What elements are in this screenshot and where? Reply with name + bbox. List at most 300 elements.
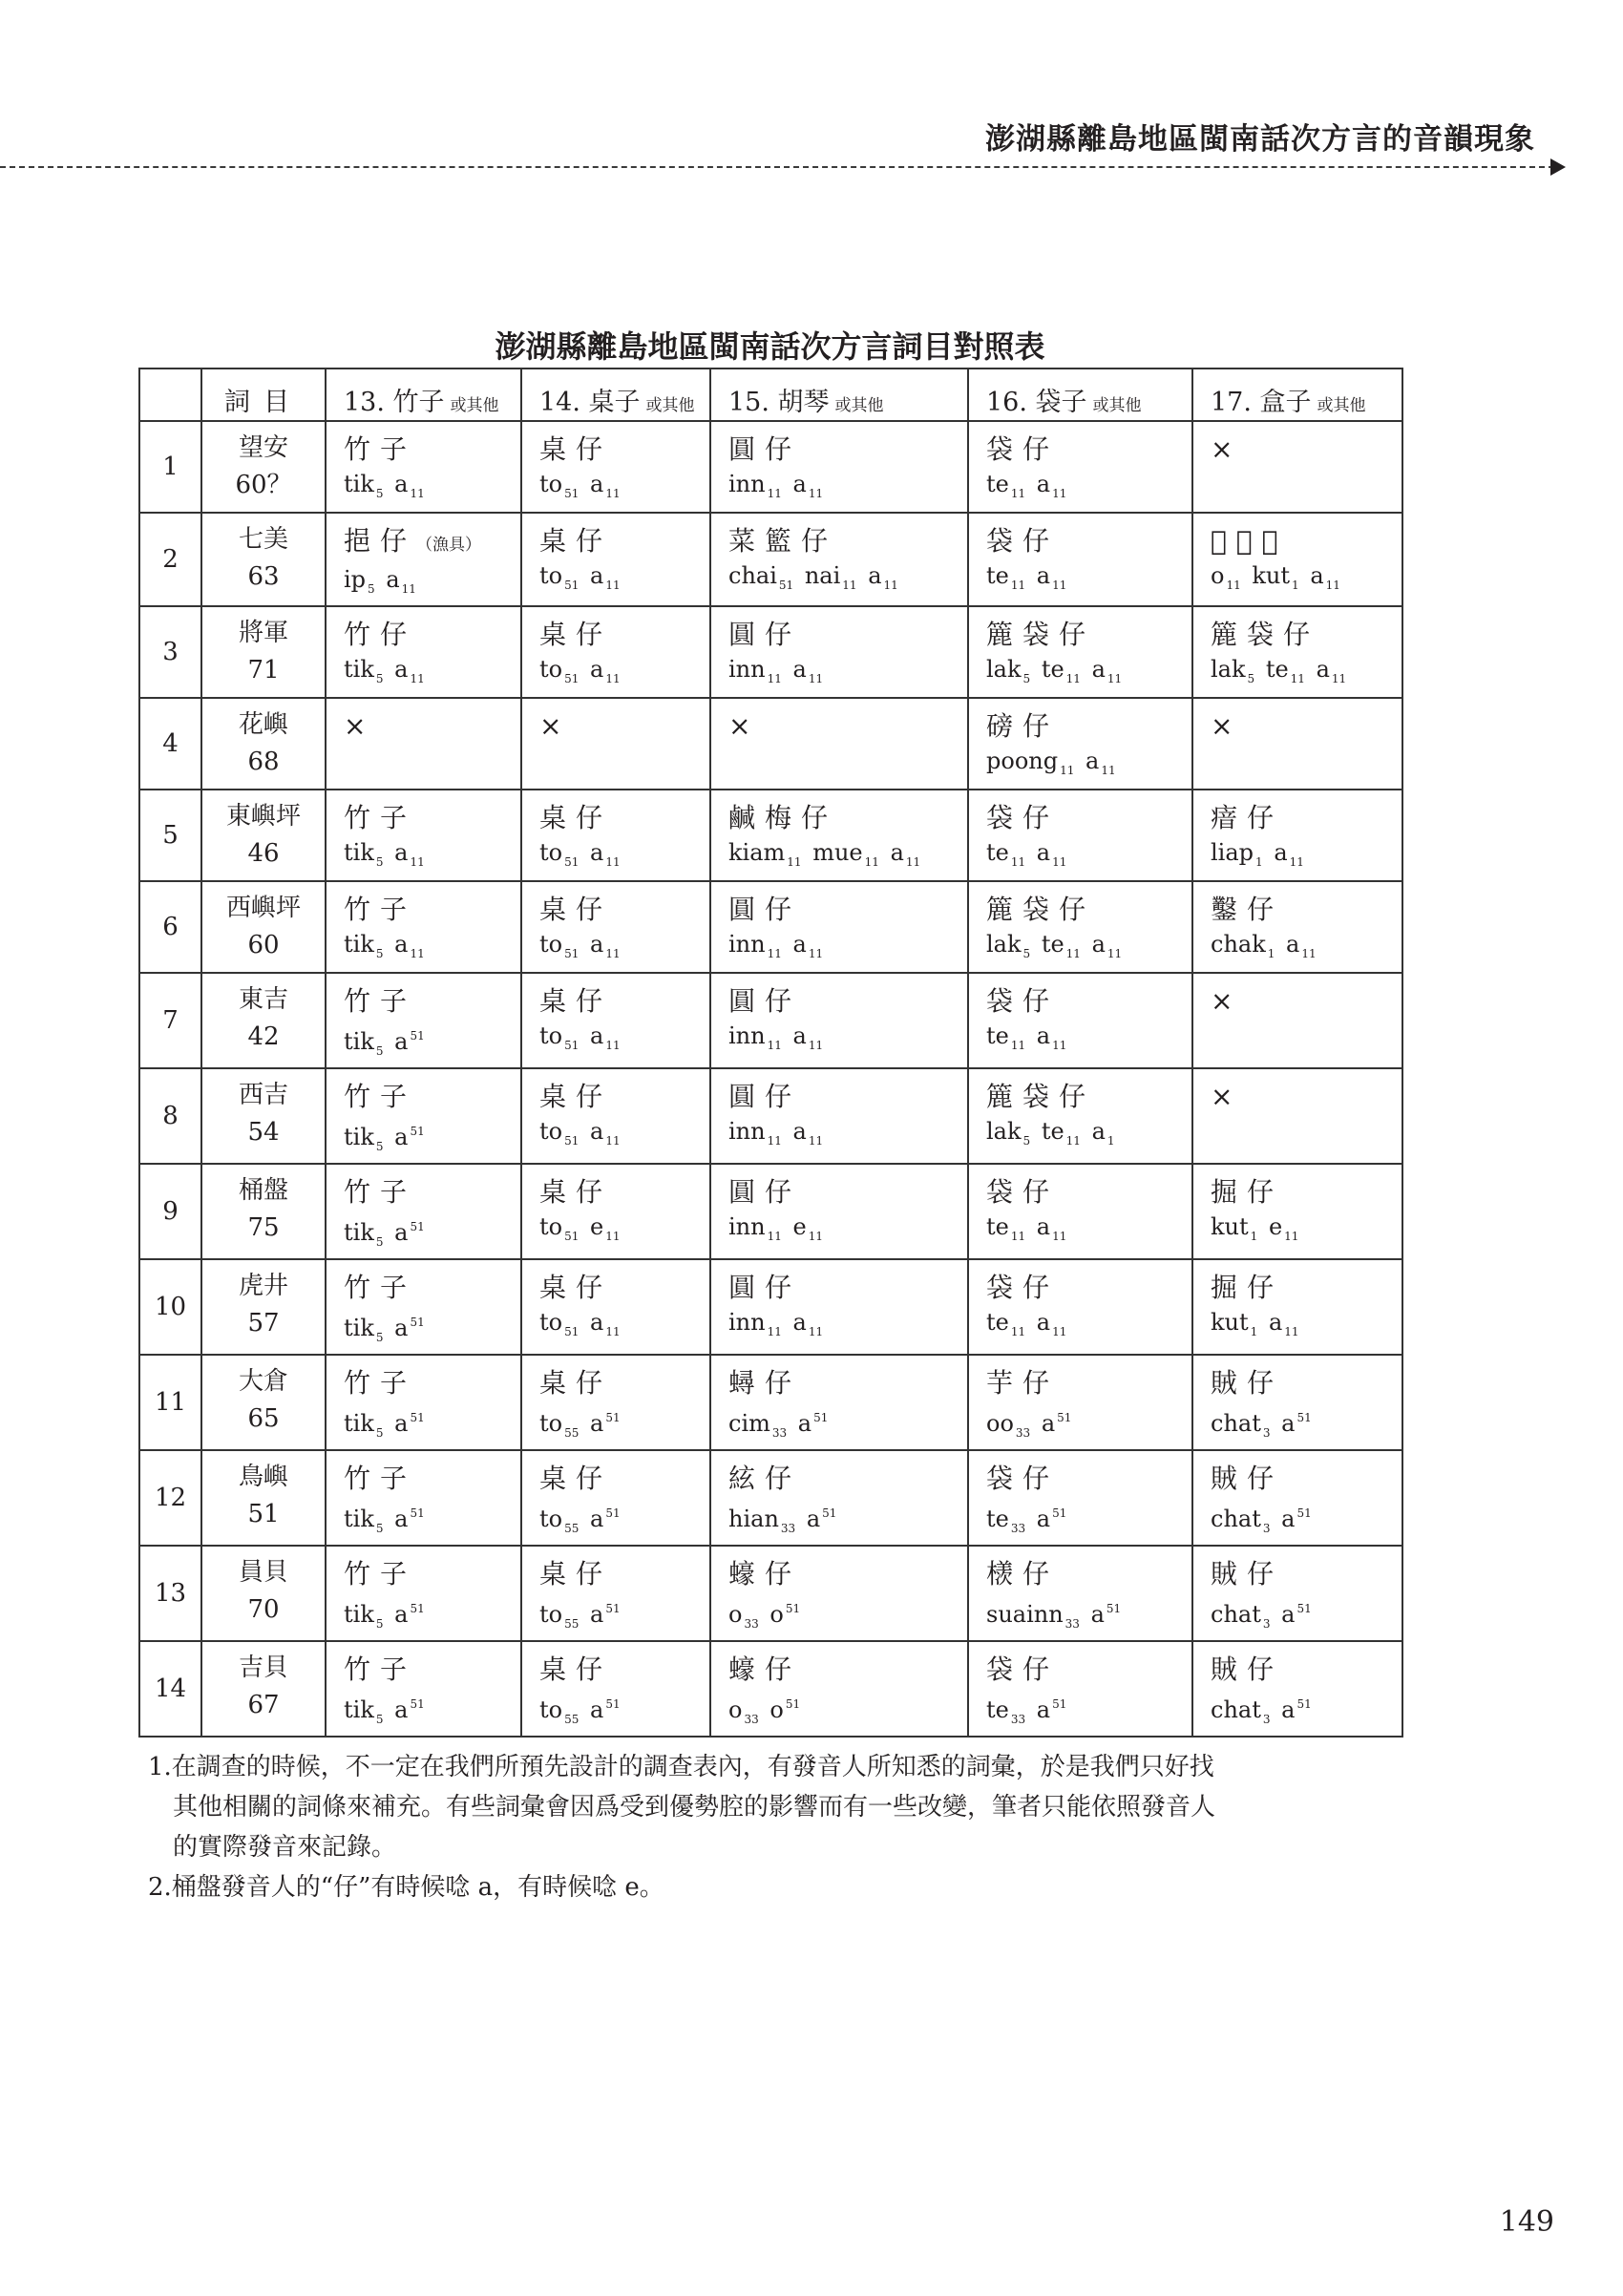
word-cell [710, 1355, 968, 1450]
tone-sandhi: 11 [767, 1230, 782, 1243]
tone-sandhi: 11 [605, 947, 621, 960]
syllable: e [792, 1213, 807, 1240]
speaker-cell [201, 698, 326, 790]
syllable: to [539, 656, 563, 683]
word-cell [521, 606, 710, 698]
tone-original: 51 [1296, 1697, 1312, 1711]
tone-sandhi: 5 [375, 1331, 384, 1344]
row-number: 4 [139, 698, 201, 790]
tone-sandhi: 33 [1010, 1713, 1026, 1726]
syllable: tik [344, 1219, 374, 1246]
word-cell [710, 513, 968, 606]
syllable: kiam [728, 839, 786, 866]
hanzi-form [986, 800, 1191, 836]
row-number: 7 [139, 973, 201, 1068]
tone-original: 51 [813, 1411, 829, 1424]
hanzi-text: 竹子 [344, 433, 417, 465]
header-word-item: 詞目 [201, 369, 326, 421]
tone-sandhi: 11 [808, 1325, 824, 1338]
word-cell [1192, 606, 1402, 698]
hanzi-form [986, 432, 1191, 468]
syllable: to [539, 1410, 563, 1437]
tone-sandhi: 11 [808, 487, 824, 500]
hanzi-form [344, 1652, 520, 1688]
header-col-15 [710, 369, 968, 421]
hanzi-form [728, 1556, 967, 1592]
syllable: tik [344, 839, 374, 866]
romanization [539, 653, 709, 695]
syllable: te [986, 1696, 1009, 1723]
hanzi-text: 桌仔 [539, 433, 613, 465]
syllable: a [1036, 1506, 1051, 1532]
syllable: a [394, 1506, 409, 1532]
tone-sandhi: 1 [1107, 1134, 1115, 1148]
syllable: suainn [986, 1601, 1064, 1628]
word-cell [326, 1546, 521, 1641]
syllable: a [1090, 1601, 1105, 1628]
tone-sandhi: 11 [1052, 1230, 1067, 1243]
romanization [344, 1115, 520, 1163]
romanization [344, 836, 520, 878]
romanization [986, 559, 1191, 601]
table-row [139, 1068, 1402, 1164]
hanzi-text: 桌仔 [539, 1176, 613, 1208]
tone-sandhi: 3 [1262, 1713, 1271, 1726]
tone-sandhi: 5 [1247, 672, 1255, 685]
table-row [139, 421, 1402, 513]
row-number: 11 [139, 1355, 201, 1450]
syllable: a [590, 931, 604, 958]
tone-sandhi: 11 [605, 855, 621, 869]
syllable: te [1265, 656, 1289, 683]
tone-original: 51 [605, 1697, 621, 1711]
syllable: a [590, 471, 604, 497]
syllable: a [1091, 1118, 1106, 1145]
tone-sandhi: 5 [375, 487, 384, 500]
page-number: 149 [1499, 2205, 1554, 2239]
hanzi-form [539, 523, 709, 559]
tone-original: 51 [605, 1602, 621, 1615]
tone-sandhi: 11 [1065, 672, 1081, 685]
syllable: a [1036, 1696, 1051, 1723]
syllable: nai [804, 562, 841, 589]
table-body [139, 421, 1402, 1737]
hanzi-text: 袋仔 [986, 1272, 1060, 1303]
romanization [344, 1211, 520, 1258]
tone-sandhi: 33 [744, 1713, 759, 1726]
hanzi-form [344, 983, 520, 1020]
row-number: 6 [139, 881, 201, 973]
tone-sandhi: 11 [767, 1325, 782, 1338]
tone-sandhi: 51 [564, 1039, 580, 1052]
tone-sandhi: 5 [1022, 1134, 1031, 1148]
syllable: liap [1211, 839, 1254, 866]
word-cell [968, 881, 1192, 973]
romanization [986, 1592, 1191, 1640]
table-row [139, 1259, 1402, 1355]
tone-sandhi: 11 [1301, 947, 1317, 960]
hanzi-form [986, 1270, 1191, 1306]
romanization [986, 745, 1191, 787]
syllable: to [539, 1696, 563, 1723]
tone-sandhi: 11 [1010, 1325, 1026, 1338]
hanzi-form [986, 523, 1191, 559]
tone-sandhi: 11 [1052, 487, 1067, 500]
word-cell [710, 421, 968, 513]
syllable: a [394, 1124, 409, 1150]
romanization [986, 1497, 1191, 1545]
footnote-1-line-3: 的實際發音來記錄。 [173, 1833, 397, 1862]
hanzi-text: 鑿仔 [1211, 894, 1284, 925]
syllable: a [590, 1022, 604, 1049]
word-cell [1192, 1546, 1402, 1641]
syllable: lak [1211, 656, 1246, 683]
syllable: a [890, 839, 904, 866]
tone-sandhi: 5 [375, 855, 384, 869]
word-cell [710, 1164, 968, 1259]
hanzi-form [344, 1174, 520, 1211]
hanzi-text: 賊仔 [1211, 1558, 1284, 1590]
cross-mark: × [539, 710, 562, 742]
hanzi-text: 桌仔 [539, 619, 613, 650]
syllable: chat [1211, 1601, 1261, 1628]
hanzi-text: 圓仔 [728, 619, 802, 650]
hanzi-text: 挹仔 [344, 525, 417, 557]
table-row [139, 698, 1402, 790]
tone-sandhi: 11 [401, 582, 416, 596]
speaker-age: 67 [247, 1691, 280, 1719]
romanization [1211, 1688, 1402, 1736]
header-col-13 [326, 369, 521, 421]
hanzi-text: 桌仔 [539, 894, 613, 925]
hanzi-text: 菜籃仔 [728, 525, 838, 557]
place-name: 鳥嶼 [238, 1463, 288, 1491]
tone-sandhi: 11 [1101, 764, 1116, 777]
hanzi-form [1211, 1365, 1402, 1401]
syllable: a [1316, 656, 1330, 683]
tone-sandhi: 11 [787, 855, 802, 869]
tone-sandhi: 11 [905, 855, 921, 869]
tone-sandhi: 1 [1250, 1230, 1258, 1243]
word-cell [326, 881, 521, 973]
romanization [539, 468, 709, 510]
syllable: inn [728, 656, 766, 683]
speaker-cell [201, 790, 326, 881]
hanzi-text: 桌仔 [539, 1558, 613, 1590]
place-name: 虎井 [238, 1272, 288, 1300]
word-cell [710, 1450, 968, 1546]
hanzi-text: 簏袋仔 [986, 619, 1096, 650]
running-header-title: 澎湖縣離島地區閩南話次方言的音韻現象 [985, 122, 1535, 157]
syllable: a [792, 471, 807, 497]
hanzi-form [986, 1174, 1191, 1211]
tone-sandhi: 1 [1250, 1325, 1258, 1338]
speaker-cell [201, 1355, 326, 1450]
romanization [728, 1592, 967, 1640]
romanization [344, 1688, 520, 1736]
word-cell [710, 1546, 968, 1641]
word-cell [326, 513, 521, 606]
syllable: a [1310, 562, 1324, 589]
header-col-note: 或其他 [1092, 396, 1142, 415]
tone-sandhi: 11 [410, 672, 425, 685]
hanzi-form [539, 1365, 709, 1401]
hanzi-text: 袋仔 [986, 1463, 1060, 1494]
table-row [139, 1546, 1402, 1641]
row-number: 3 [139, 606, 201, 698]
header-blank-cell [139, 369, 201, 421]
hanzi-text: 賊仔 [1211, 1654, 1284, 1685]
syllable: a [590, 839, 604, 866]
tone-sandhi: 51 [564, 487, 580, 500]
table-header-row [139, 369, 1402, 421]
speaker-age: 46 [247, 839, 280, 868]
word-cell [710, 606, 968, 698]
hanzi-form [539, 1174, 709, 1211]
tone-original: 51 [605, 1411, 621, 1424]
romanization [539, 1020, 709, 1062]
speaker-age: 68 [247, 748, 280, 776]
tone-sandhi: 51 [564, 672, 580, 685]
tone-sandhi: 5 [375, 1044, 384, 1058]
romanization [539, 1401, 709, 1449]
tone-sandhi: 11 [1052, 855, 1067, 869]
tone-sandhi: 11 [1107, 947, 1123, 960]
word-cell [521, 973, 710, 1068]
header-col-note: 或其他 [1317, 396, 1366, 415]
tone-sandhi: 11 [1284, 1230, 1299, 1243]
syllable: a [590, 562, 604, 589]
hanzi-text: 竹子 [344, 1176, 417, 1208]
tone-original: 51 [1296, 1602, 1312, 1615]
romanization [1211, 1401, 1402, 1449]
footnote-2: 2.桶盤發音人的“仔”有時候唸 a，有時候唸 e。 [148, 1873, 664, 1902]
speaker-cell [201, 1164, 326, 1259]
syllable: kut [1252, 562, 1291, 589]
word-cell [326, 790, 521, 881]
syllable: a [590, 1696, 604, 1723]
speaker-age: 51 [247, 1500, 280, 1528]
syllable: a [1036, 562, 1051, 589]
word-cell [1192, 881, 1402, 973]
syllable: a [590, 1506, 604, 1532]
hanzi-text: 竹仔 [344, 619, 417, 650]
hanzi-text: 芋仔 [986, 1367, 1060, 1399]
word-cell [1192, 1068, 1402, 1164]
syllable: a [590, 1118, 604, 1145]
hanzi-text: 竹子 [344, 1463, 417, 1494]
tone-sandhi: 11 [808, 1039, 824, 1052]
cross-mark: × [728, 710, 751, 742]
hanzi-text: 竹子 [344, 1081, 417, 1112]
hanzi-form [344, 1461, 520, 1497]
hanzi-form [539, 1556, 709, 1592]
table-row [139, 1164, 1402, 1259]
syllable: a [1036, 839, 1051, 866]
romanization [986, 1688, 1191, 1736]
tone-sandhi: 11 [842, 579, 857, 592]
speaker-age: 57 [247, 1309, 280, 1338]
hanzi-form [344, 523, 520, 563]
hanzi-text: 袋仔 [986, 433, 1060, 465]
word-cell [326, 1450, 521, 1546]
syllable: tik [344, 1506, 374, 1532]
word-cell [326, 1164, 521, 1259]
word-cell [521, 421, 710, 513]
tone-sandhi: 11 [605, 579, 621, 592]
word-cell [968, 1164, 1192, 1259]
hanzi-form [1211, 1270, 1402, 1306]
tone-original: 51 [1106, 1602, 1122, 1615]
romanization [986, 1401, 1191, 1449]
syllable: a [394, 656, 409, 683]
syllable: hian [728, 1506, 779, 1532]
syllable: a [1036, 471, 1051, 497]
hanzi-form [986, 892, 1191, 928]
romanization [986, 468, 1191, 510]
romanization [344, 1020, 520, 1067]
tone-sandhi: 51 [564, 1325, 580, 1338]
header-col-label: 15. 胡琴 [728, 388, 830, 417]
hanzi-text: 竹子 [344, 985, 417, 1017]
hanzi-form [986, 617, 1191, 653]
hanzi-form [344, 1079, 520, 1115]
syllable: a [792, 1118, 807, 1145]
syllable: a [1268, 1309, 1283, 1336]
tone-sandhi: 5 [375, 1617, 384, 1631]
tone-sandhi: 3 [1262, 1522, 1271, 1535]
tone-sandhi: 55 [564, 1426, 580, 1440]
table-row [139, 1355, 1402, 1450]
hanzi-form [1211, 800, 1402, 836]
hanzi-text: 磅仔 [986, 710, 1060, 742]
hanzi-form [1211, 1652, 1402, 1688]
tone-sandhi: 11 [1052, 579, 1067, 592]
tone-original: 51 [410, 1125, 425, 1138]
header-col-16 [968, 369, 1192, 421]
speaker-age: 71 [247, 656, 280, 685]
hanzi-text: 蠔仔 [728, 1558, 802, 1590]
syllable: a [590, 656, 604, 683]
tone-sandhi: 11 [410, 855, 425, 869]
syllable: tik [344, 1696, 374, 1723]
hanzi-note: （漁具） [416, 536, 482, 555]
romanization [986, 1211, 1191, 1253]
syllable: te [1041, 1118, 1064, 1145]
romanization [539, 836, 709, 878]
hanzi-text: 圓仔 [728, 433, 802, 465]
table-row [139, 513, 1402, 606]
hanzi-form [728, 800, 967, 836]
word-cell [521, 1259, 710, 1355]
syllable: o [769, 1696, 784, 1723]
word-cell [521, 790, 710, 881]
syllable: a [394, 1410, 409, 1437]
tone-sandhi: 11 [605, 1039, 621, 1052]
speaker-age: 60？ [235, 471, 292, 499]
tone-sandhi: 5 [375, 947, 384, 960]
tone-sandhi: 11 [1325, 579, 1340, 592]
romanization [539, 1211, 709, 1253]
word-cell [1192, 1355, 1402, 1450]
hanzi-form [986, 1365, 1191, 1401]
table-row [139, 1641, 1402, 1737]
tone-original: 51 [410, 1029, 425, 1043]
tone-sandhi: 11 [767, 672, 782, 685]
syllable: to [539, 839, 563, 866]
tone-sandhi: 11 [605, 672, 621, 685]
hanzi-text: 圓仔 [728, 985, 802, 1017]
tone-sandhi: 5 [1022, 947, 1031, 960]
syllable: a [394, 1601, 409, 1628]
syllable: to [539, 471, 563, 497]
hanzi-form [986, 1556, 1191, 1592]
tone-sandhi: 5 [375, 1235, 384, 1249]
tone-sandhi: 11 [1010, 487, 1026, 500]
syllable: kut [1211, 1213, 1249, 1240]
word-cell [326, 1068, 521, 1164]
syllable: tik [344, 1601, 374, 1628]
romanization [728, 1401, 967, 1449]
tone-original: 51 [785, 1602, 801, 1615]
tone-sandhi: 11 [1065, 1134, 1081, 1148]
syllable: ip [344, 566, 367, 593]
tone-sandhi: 1 [1267, 947, 1275, 960]
place-name: 大倉 [238, 1367, 288, 1396]
hanzi-text: 竹子 [344, 894, 417, 925]
syllable: to [539, 1213, 563, 1240]
romanization [986, 836, 1191, 878]
hanzi-text: 絃仔 [728, 1463, 802, 1494]
hanzi-form [986, 1461, 1191, 1497]
syllable: a [590, 1309, 604, 1336]
hanzi-form [728, 432, 967, 468]
syllable: e [1268, 1213, 1283, 1240]
word-cell [521, 881, 710, 973]
tone-sandhi: 5 [1022, 672, 1031, 685]
speaker-cell [201, 881, 326, 973]
hanzi-text: 竹子 [344, 1654, 417, 1685]
speaker-age: 60 [247, 931, 280, 959]
syllable: a [1274, 839, 1288, 866]
syllable: tik [344, 1028, 374, 1055]
word-cell [521, 1450, 710, 1546]
romanization [986, 1306, 1191, 1348]
syllable: to [539, 1022, 563, 1049]
syllable: chat [1211, 1696, 1261, 1723]
romanization [344, 1592, 520, 1640]
romanization [539, 1592, 709, 1640]
tone-sandhi: 51 [564, 1134, 580, 1148]
syllable: a [1286, 931, 1300, 958]
hanzi-form [728, 1174, 967, 1211]
tone-sandhi: 11 [410, 947, 425, 960]
syllable: a [394, 839, 409, 866]
tone-sandhi: 11 [1290, 672, 1305, 685]
syllable: lak [986, 1118, 1022, 1145]
row-number: 10 [139, 1259, 201, 1355]
speaker-age: 54 [247, 1118, 280, 1147]
syllable: a [386, 566, 400, 593]
word-cell [710, 973, 968, 1068]
hanzi-text: 桌仔 [539, 525, 613, 557]
table-row [139, 881, 1402, 973]
syllable: a [590, 1601, 604, 1628]
romanization [539, 1497, 709, 1545]
place-name: 將軍 [238, 619, 288, 647]
syllable: inn [728, 931, 766, 958]
romanization [728, 836, 967, 878]
